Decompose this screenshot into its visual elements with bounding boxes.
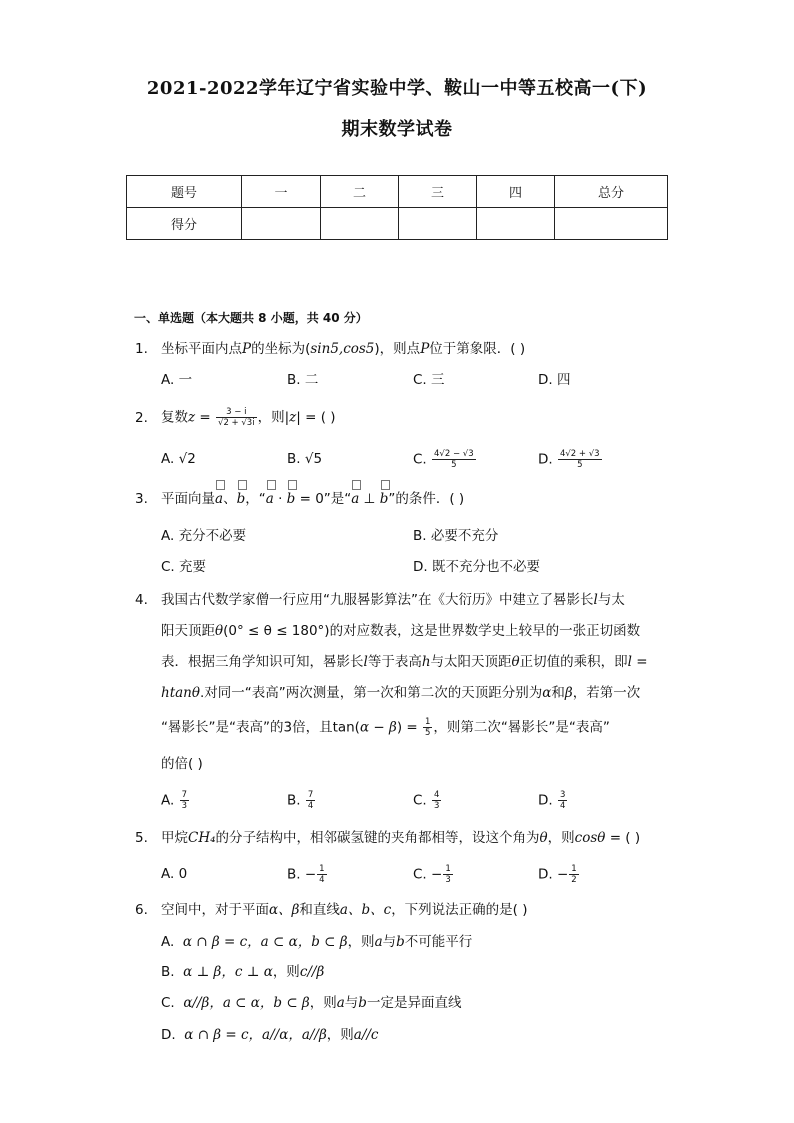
question-1 (135, 339, 525, 359)
question-number: 1. (135, 341, 148, 357)
q6-option-d (161, 1025, 378, 1045)
q4-option-d (538, 790, 568, 811)
frac-den: 4 (559, 801, 566, 811)
option-expr: α ∩ β = c，a ⊂ α，b ⊂ β (182, 934, 348, 950)
q3-text: ”的条件．( ) (388, 491, 465, 507)
q2-option-d-fraction (558, 449, 602, 470)
option-label: D. (161, 1027, 176, 1043)
frac-num: 1 (445, 864, 451, 874)
q3-text: ⊥ (359, 491, 380, 507)
q3-text: = 0”是“ (295, 491, 352, 507)
q4-var-alpha: α (542, 685, 552, 701)
exam-title-line2: 期末数学试卷 (341, 119, 453, 140)
q5-text: 甲烷 (161, 830, 188, 846)
vector-arrow-placeholder (238, 480, 247, 490)
option-expr: α ⊥ β，c ⊥ α (183, 964, 273, 980)
vector-b-letter: b (236, 491, 246, 507)
q1-expr: sin5,cos5 (310, 341, 375, 357)
q6-text: 和直线 (299, 902, 340, 918)
q4-text: “晷影长”是“表高”的3倍，且tan( (161, 719, 360, 736)
q1-option-b: B. 二 (287, 372, 319, 388)
option-label: B. (287, 792, 301, 809)
q4-line-2 (161, 621, 640, 641)
question-number: 5. (135, 830, 148, 846)
option-fraction (180, 790, 189, 811)
q1-text: 的坐标为( (251, 341, 311, 357)
vector-arrow-placeholder (216, 480, 225, 490)
question-2 (135, 407, 336, 428)
score-cell (555, 208, 668, 240)
vector-a (266, 489, 274, 509)
score-row-label: 得分 (127, 208, 242, 240)
option-label: B. − (287, 866, 317, 883)
q5-option-b (287, 864, 328, 885)
q5-text: 的分子结构中，相邻碳氢键的夹角都相等，设这个角为 (215, 830, 540, 846)
option-label: D. (538, 792, 553, 809)
q3-text: 、 (223, 491, 237, 507)
q1-text: 位于第象限．( ) (429, 341, 526, 357)
q6-option-b (161, 962, 324, 982)
vector-b (287, 489, 296, 509)
q6-text: 空间中，对于平面 (161, 902, 269, 918)
q4-var-h: h (421, 654, 431, 670)
q4-text: 正切值的乘积，即 (519, 654, 628, 670)
option-label: C. (413, 451, 427, 468)
q4-line-3 (161, 652, 648, 672)
header-cell-part-3: 三 (399, 176, 477, 208)
frac-num: 4 (434, 790, 440, 800)
q2-var-z: z (289, 409, 297, 426)
q4-var-alpha: α (359, 719, 370, 736)
header-cell-question-number: 题号 (127, 176, 242, 208)
q6-option-c (161, 993, 461, 1013)
frac-den: 3 (445, 875, 451, 885)
q4-line-5 (161, 717, 610, 738)
header-cell-part-1: 一 (242, 176, 321, 208)
q2-text: | = ( ) (296, 409, 336, 426)
frac-num: 1 (424, 717, 431, 727)
option-label: D. (538, 451, 553, 468)
q4-var-beta: β (564, 685, 573, 701)
option-text: ，则 (272, 964, 300, 980)
score-table-header-row (127, 176, 668, 208)
q4-expr: htanθ (161, 685, 200, 701)
option-var: b (358, 995, 367, 1011)
q5-option-a: A. 0 (161, 866, 188, 882)
option-fraction (569, 864, 578, 885)
q4-line-6: 的倍( ) (161, 756, 203, 772)
option-text: 与 (344, 995, 359, 1011)
option-fraction (317, 864, 326, 885)
score-cell (321, 208, 399, 240)
q4-line-4 (161, 683, 640, 703)
q3-option-b: B. 必要不充分 (413, 528, 499, 544)
option-text: ，则 (347, 934, 375, 950)
question-4 (135, 590, 625, 610)
q5-text: = ( ) (605, 830, 641, 846)
q2-option-a-value: √2 (178, 451, 196, 467)
option-fraction (558, 790, 567, 811)
q4-text: .对同一“表高”两次测量，第一次和第二次的天顶距分别为 (200, 685, 543, 701)
q4-option-c (413, 790, 442, 811)
frac-den: 4 (307, 801, 314, 811)
q2-option-d (538, 449, 603, 470)
q4-option-b (287, 790, 316, 811)
option-fraction (432, 790, 441, 811)
q4-text: − (369, 719, 389, 736)
q2-frac-den: √2 + √3i (218, 418, 255, 428)
q3-option-d: D. 既不充分也不必要 (413, 559, 540, 575)
vector-arrow-placeholder (267, 480, 276, 490)
q1-text: )，则点 (374, 341, 421, 357)
frac-num: 7 (181, 790, 188, 800)
score-table-score-row (127, 208, 668, 240)
frac-num: 7 (307, 790, 314, 800)
option-label: A. (161, 934, 175, 950)
q3-text: ，“ (245, 491, 266, 507)
frac-den: 5 (451, 460, 457, 470)
vector-a-letter: a (215, 491, 224, 507)
q2-var-z: z (188, 409, 196, 426)
q2-option-b (287, 449, 322, 469)
frac-num: 1 (319, 864, 325, 874)
q5-option-c (413, 864, 454, 885)
option-label: C. (161, 995, 175, 1011)
q4-var-beta: β (389, 719, 397, 736)
frac-den: 2 (571, 875, 577, 885)
q5-option-d (538, 864, 580, 885)
option-text: 一定是异面直线 (366, 995, 462, 1011)
option-label: C. − (413, 866, 443, 883)
question-number: 4. (135, 592, 148, 608)
option-text: ，则 (326, 1027, 354, 1043)
frac-den: 3 (434, 801, 440, 811)
q2-text: 复数 (161, 409, 188, 426)
exam-title-line1: 2021-2022学年辽宁省实验中学、鞍山一中等五校高一(下) (146, 78, 648, 99)
option-var: b (396, 934, 405, 950)
question-number: 3. (135, 491, 148, 507)
q4-var-theta: θ (511, 654, 520, 670)
frac-den: 5 (424, 728, 431, 738)
score-table (126, 175, 668, 240)
q4-expr: l = (627, 654, 648, 670)
q1-option-c: C. 三 (413, 372, 445, 388)
vector-a (351, 489, 359, 509)
frac-num: 3 (559, 790, 566, 800)
vector-b-letter: b (379, 491, 389, 507)
q4-text: 表．根据三角学知识可知，晷影长 (161, 654, 364, 670)
question-3 (135, 489, 464, 509)
vector-arrow-placeholder (288, 480, 297, 490)
vector-b-letter: b (286, 491, 296, 507)
frac-den: 5 (577, 460, 583, 470)
q5-formula: CH₄ (188, 830, 216, 846)
q4-text: ，则第二次“晷影长”是“表高” (433, 719, 610, 736)
q3-text: 平面向量 (161, 491, 215, 507)
vector-b (380, 489, 389, 509)
option-label: A. (161, 451, 175, 467)
vector-a-letter: a (351, 491, 360, 507)
q6-option-a (161, 932, 472, 952)
vector-a-letter: a (265, 491, 274, 507)
q6-text: ，下列说法正确的是( ) (391, 902, 528, 918)
q4-var-l: l (593, 592, 598, 608)
q1-var-p: P (242, 341, 252, 357)
score-cell (399, 208, 477, 240)
question-number: 2. (135, 409, 148, 426)
q4-fraction (423, 717, 432, 738)
option-fraction (443, 864, 452, 885)
q2-text: = (195, 409, 216, 426)
q4-text: 阳天顶距 (161, 623, 215, 639)
score-cell (242, 208, 321, 240)
q6-planes: α、β (269, 902, 300, 918)
q4-text: 我国古代数学家僧一行应用“九服晷影算法”在《大衍历》中建立了晷影长 (161, 592, 594, 608)
q5-text: ，则 (547, 830, 575, 846)
option-text: 与 (382, 934, 397, 950)
option-expr: α ∩ β = c，a//α，a//β (184, 1027, 327, 1043)
frac-den: 4 (319, 875, 325, 885)
frac-num: 1 (571, 864, 577, 874)
q4-var-theta: θ (215, 623, 224, 639)
q4-text: 和 (551, 685, 565, 701)
option-expr: α//β，a ⊂ α，b ⊂ β (183, 995, 310, 1011)
option-var: a (374, 934, 383, 950)
q3-text: · (273, 491, 287, 507)
option-text: 不可能平行 (404, 934, 473, 950)
option-expr: c//β (299, 964, 325, 980)
q1-text: 坐标平面内点 (161, 341, 242, 357)
q2-fraction (216, 407, 257, 428)
frac-num: 4√2 + √3 (559, 449, 600, 459)
question-5 (135, 828, 640, 848)
option-fraction (306, 790, 315, 811)
q1-var-p: P (420, 341, 430, 357)
q5-expr: cosθ (574, 830, 606, 846)
q2-option-c (413, 449, 477, 470)
option-var: a (336, 995, 345, 1011)
q4-option-a (161, 790, 190, 811)
q2-text: ，则| (257, 409, 290, 426)
vector-b (237, 489, 246, 509)
vector-arrow-placeholder (352, 480, 361, 490)
q4-text: ) = (396, 719, 422, 736)
score-cell (477, 208, 555, 240)
option-label: A. (161, 792, 175, 809)
q5-var-theta: θ (539, 830, 548, 846)
option-expr: a//c (353, 1027, 379, 1043)
header-cell-part-4: 四 (477, 176, 555, 208)
q4-var-l: l (363, 654, 368, 670)
question-number: 6. (135, 902, 148, 918)
header-cell-part-2: 二 (321, 176, 399, 208)
q1-option-a: A. 一 (161, 372, 193, 388)
q4-text: (0° ≤ θ ≤ 180°)的对应数表，这是世界数学史上较早的一张正切函数 (223, 623, 641, 639)
q6-lines: a、b、c (339, 902, 392, 918)
section-heading: 一、单选题（本大题共 8 小题，共 40 分） (134, 311, 368, 325)
option-text: ，则 (309, 995, 337, 1011)
q2-option-c-fraction (432, 449, 476, 470)
vector-a (215, 489, 223, 509)
option-label: B. (161, 964, 175, 980)
q4-text: 等于表高 (367, 654, 422, 670)
option-label: D. − (538, 866, 569, 883)
q4-text: 与太阳天顶距 (430, 654, 512, 670)
frac-num: 4√2 − √3 (434, 449, 474, 459)
option-label: C. (413, 792, 427, 809)
q4-text: ，若第一次 (572, 685, 641, 701)
q4-text: 与太 (597, 592, 625, 608)
vector-arrow-placeholder (381, 480, 390, 490)
q2-frac-num: 3 − i (216, 407, 257, 418)
q2-option-a (161, 449, 196, 469)
frac-den: 3 (181, 801, 188, 811)
header-cell-total: 总分 (555, 176, 668, 208)
q3-option-c: C. 充要 (161, 559, 207, 575)
q2-option-b-value: √5 (304, 451, 323, 467)
q1-option-d: D. 四 (538, 372, 571, 388)
option-label: B. (287, 451, 301, 467)
q3-option-a: A. 充分不必要 (161, 528, 247, 544)
question-6 (135, 900, 528, 920)
